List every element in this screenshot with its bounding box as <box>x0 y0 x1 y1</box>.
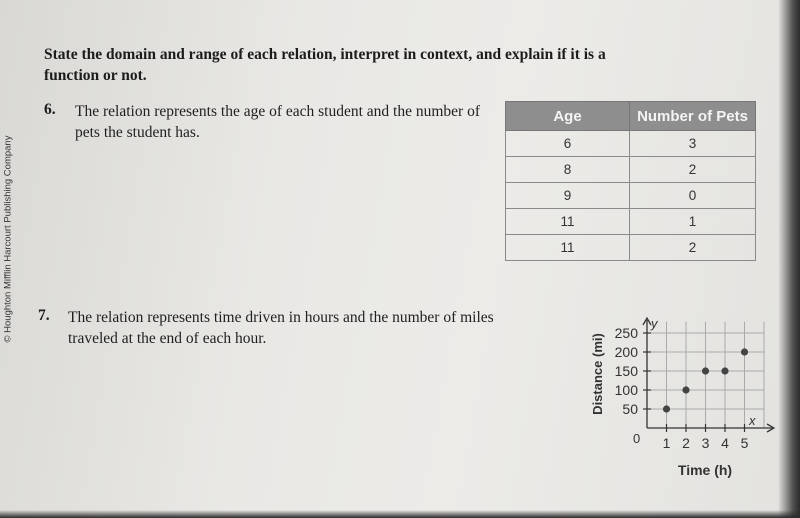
table-cell-pets: 2 <box>630 235 756 261</box>
page-shadow-right <box>778 0 800 518</box>
table-header-age: Age <box>506 102 630 131</box>
question-6-text: The relation represents the age of each student and the number of pets the student has. <box>75 103 480 141</box>
x-tick-label: 2 <box>682 435 690 451</box>
table-row <box>506 209 756 235</box>
x-tick-label: 5 <box>740 435 749 451</box>
distance-time-chart <box>585 312 775 487</box>
y-tick-label: 150 <box>614 363 638 379</box>
table-header-pets: Number of Pets <box>630 102 756 131</box>
table-row <box>506 131 756 157</box>
data-point <box>682 386 689 393</box>
copyright-sidebar: © Houghton Mifflin Harcourt Publishing Company <box>2 135 14 343</box>
table-row <box>506 157 756 183</box>
y-axis-label: Distance (mi) <box>590 333 605 415</box>
age-pets-table <box>505 101 756 261</box>
y-tick-label: 100 <box>614 382 638 398</box>
data-point <box>721 367 728 374</box>
table-cell-age: 11 <box>506 235 630 261</box>
table-row <box>506 183 756 209</box>
y-tick-label: 200 <box>614 344 638 360</box>
table-row <box>506 235 756 261</box>
x-tick-label: 1 <box>662 435 671 451</box>
data-point <box>663 405 670 412</box>
data-point <box>741 348 748 355</box>
question-7-text: The relation represents time driven in hours and the number of miles traveled at the end of each hour. <box>68 309 494 347</box>
question-6-number: 6. <box>44 101 56 118</box>
table-cell-pets: 0 <box>630 183 756 209</box>
table-cell-pets: 2 <box>630 157 756 183</box>
table-cell-pets: 1 <box>630 209 756 235</box>
table-cell-age: 9 <box>506 183 630 209</box>
x-tick-label: 3 <box>701 435 710 451</box>
x-tick-label: 4 <box>721 435 729 451</box>
y-axis-letter: y <box>651 316 658 331</box>
y-tick-label: 250 <box>614 325 638 341</box>
table-header-row <box>506 102 756 131</box>
table-cell-age: 6 <box>506 131 630 157</box>
data-point <box>702 367 709 374</box>
x-axis-label: Time (h) <box>677 462 733 478</box>
table-cell-pets: 3 <box>630 131 756 157</box>
origin-label: 0 <box>633 431 641 446</box>
question-7-number: 7. <box>38 307 50 324</box>
instructions-heading: State the domain and range of each relation, interpret in context, and explain if it is a function or not. <box>44 46 606 84</box>
table-cell-age: 8 <box>506 157 630 183</box>
y-tick-label: 50 <box>622 401 638 417</box>
x-axis-letter: x <box>749 413 756 428</box>
table-cell-age: 11 <box>506 209 630 235</box>
page-shadow-bottom <box>0 510 800 518</box>
chart-grid <box>647 322 764 428</box>
